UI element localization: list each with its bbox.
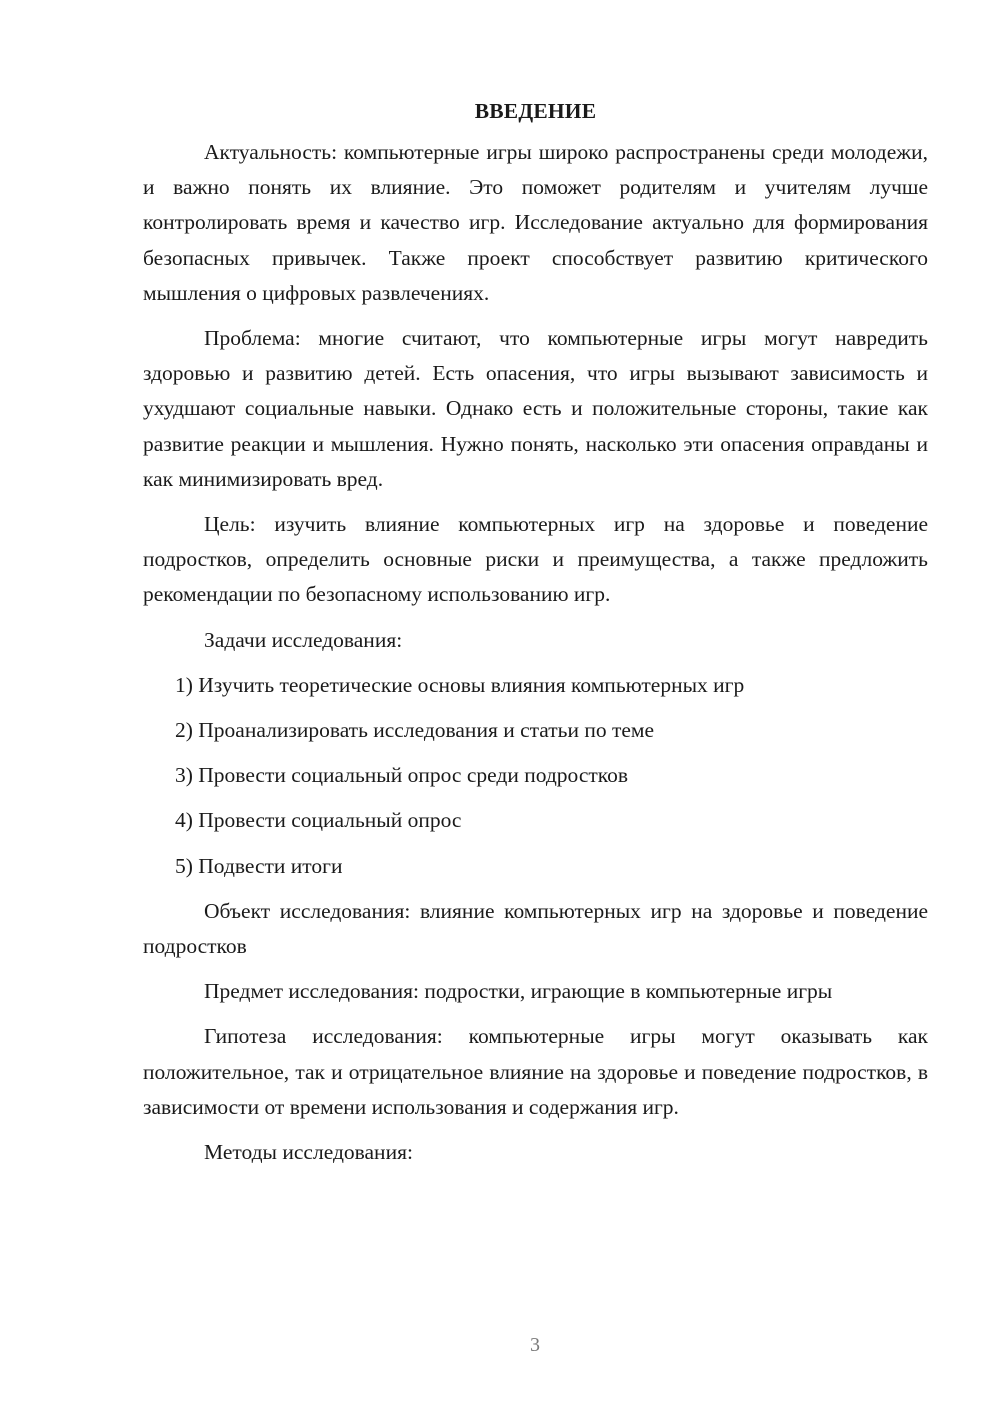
subject-paragraph: Предмет исследования: подростки, играющие в компьютерные игры xyxy=(204,979,833,1004)
goal-paragraph: Цель: изучить влияние компьютерных игр на здоровье и поведение подростков, определить основные риски и преимущества, а также предложить рекомендации по безопасному использованию игр. xyxy=(143,512,928,607)
tasks-list xyxy=(143,668,928,884)
list-item: 1) Изучить теоретические основы влияния компьютерных игр xyxy=(175,672,745,697)
list-item: 3) Провести социальный опрос среди подростков xyxy=(175,763,629,788)
hypothesis-paragraph: Гипотеза исследования: компьютерные игры могут оказывать как положительное, так и отрицательное влияние на здоровье и поведение подростков, в зависимости от времени использования и содержания игр. xyxy=(143,1024,928,1119)
tasks-title: Задачи исследования: xyxy=(204,627,403,652)
object-paragraph: Объект исследования: влияние компьютерных игр на здоровье и поведение подростков xyxy=(143,898,928,959)
page-number: 3 xyxy=(530,1334,540,1356)
relevance-paragraph: Актуальность: компьютерные игры широко распространены среди молодежи, и важно понять их влияние. Это поможет родителям и учителям лучше контролировать время и качество игр. Исследование актуально для формирования безопасных привычек. Также проект способствует развитию критического мышления о цифровых развлечениях. xyxy=(143,140,928,305)
list-item: 5) Подвести итоги xyxy=(175,853,343,878)
problem-paragraph: Проблема: многие считают, что компьютерные игры могут навредить здоровью и развитию детей. Есть опасения, что игры вызывают зависимость и ухудшают социальные навыки. Однако есть и положительные стороны, такие как развитие реакции и мышления. Нужно понять, насколько эти опасения оправданы и как минимизировать вред. xyxy=(143,326,928,491)
methods-title: Методы исследования: xyxy=(204,1140,413,1165)
page-content xyxy=(143,94,928,1180)
list-item: 2) Проанализировать исследования и статьи по теме xyxy=(175,718,655,743)
list-item: 4) Провести социальный опрос xyxy=(175,808,462,833)
section-heading: ВВЕДЕНИЕ xyxy=(474,99,597,123)
